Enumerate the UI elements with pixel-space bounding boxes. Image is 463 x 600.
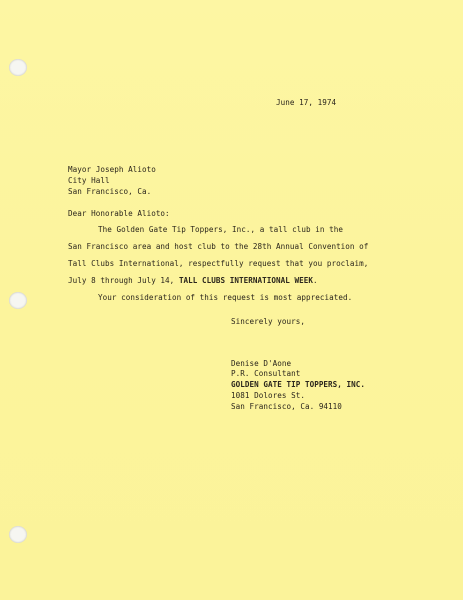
body-line-1: The Golden Gate Tip Toppers, Inc., a tall club in the: [98, 225, 343, 234]
binder-hole-bottom: [9, 526, 27, 543]
recipient-name: Mayor Joseph Alioto: [68, 165, 156, 174]
body-line-4-prefix: July 8 through July 14,: [68, 276, 179, 285]
body-line-4-suffix: .: [312, 276, 318, 285]
recipient-city: San Francisco, Ca.: [68, 187, 152, 196]
binder-hole-middle: [9, 292, 27, 309]
letter-date: June 17, 1974: [276, 98, 337, 107]
signer-title: P.R. Consultant: [231, 369, 301, 378]
body-line-4: [68, 276, 318, 285]
body-line-3: Tall Clubs International, respectfully request that you proclaim,: [68, 259, 369, 268]
salutation: Dear Honorable Alioto:: [68, 209, 170, 218]
closing: Sincerely yours,: [231, 317, 305, 326]
body-line-5: Your consideration of this request is most appreciated.: [98, 293, 353, 302]
signer-city: San Francisco, Ca. 94110: [231, 402, 342, 411]
binder-hole-top: [9, 59, 27, 76]
signer-name: Denise D'Aone: [231, 359, 292, 368]
body-line-4-emphasis: TALL CLUBS INTERNATIONAL WEEK: [178, 276, 313, 285]
signer-street: 1081 Dolores St.: [231, 391, 305, 400]
recipient-address-line: City Hall: [68, 176, 110, 185]
signer-organization: GOLDEN GATE TIP TOPPERS, INC.: [231, 380, 366, 389]
body-line-2: San Francisco area and host club to the 28th Annual Convention of: [68, 242, 369, 251]
